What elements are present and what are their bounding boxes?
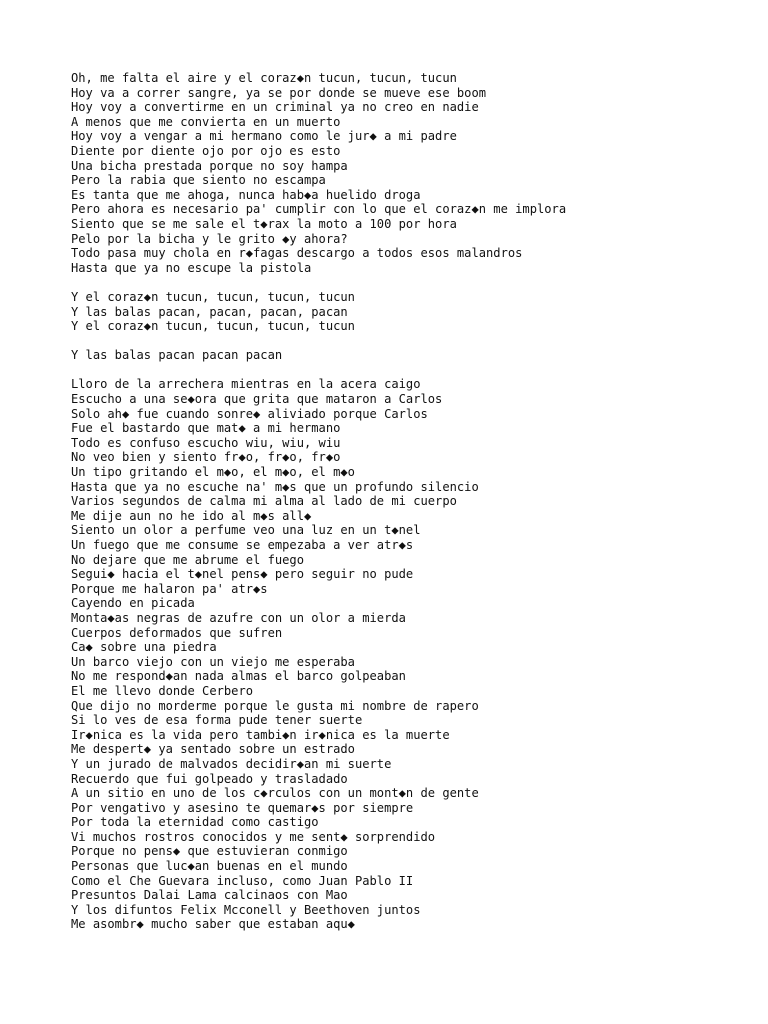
lyric-line: Todo pasa muy chola en r◆fagas descargo a todos esos malandros — [71, 246, 523, 261]
lyric-line: Ca◆ sobre una piedra — [71, 640, 217, 655]
lyric-line: Por toda la eternidad como castigo — [71, 815, 319, 830]
lyric-line: Me asombr◆ mucho saber que estaban aqu◆ — [71, 917, 355, 932]
stanza-4 — [71, 377, 751, 932]
lyric-line: Lloro de la arrechera mientras en la acera caigo — [71, 377, 421, 392]
lyric-line: Fue el bastardo que mat◆ a mi hermano — [71, 421, 341, 436]
lyric-line: Y las balas pacan pacan pacan — [71, 348, 283, 363]
lyric-line: Vi muchos rostros conocidos y me sent◆ sorprendido — [71, 829, 436, 844]
lyric-line: Varios segundos de calma mi alma al lado de mi cuerpo — [71, 494, 457, 509]
lyric-line: Cuerpos deformados que sufren — [71, 625, 283, 640]
stanza-2 — [71, 290, 751, 334]
lyric-line: Segui◆ hacia el t◆nel pens◆ pero seguir no pude — [71, 567, 414, 582]
lyric-line: Diente por diente ojo por ojo es esto — [71, 143, 341, 158]
lyric-line: Personas que luc◆an buenas en el mundo — [71, 859, 348, 874]
lyric-line: Que dijo no morderme porque le gusta mi nombre de rapero — [71, 698, 479, 713]
lyric-line: No me respond◆an nada almas el barco golpeaban — [71, 669, 406, 684]
lyric-line: Monta◆as negras de azufre con un olor a mierda — [71, 610, 406, 625]
lyric-line: Me despert◆ ya sentado sobre un estrado — [71, 742, 355, 757]
lyric-line: Como el Che Guevara incluso, como Juan Pablo II — [71, 873, 414, 888]
lyric-line: No dejare que me abrume el fuego — [71, 552, 304, 567]
lyric-line: Todo es confuso escucho wiu, wiu, wiu — [71, 435, 341, 450]
lyric-line: Recuerdo que fui golpeado y trasladado — [71, 771, 348, 786]
lyric-line: Pero la rabia que siento no escampa — [71, 173, 326, 188]
lyric-line: Y las balas pacan, pacan, pacan, pacan — [71, 304, 348, 319]
lyric-line: Oh, me falta el aire y el coraz◆n tucun, tucun, tucun — [71, 71, 457, 85]
lyric-line: Me dije aun no he ido al m◆s all◆ — [71, 508, 312, 523]
lyric-line: Porque me halaron pa' atr◆s — [71, 581, 268, 596]
lyric-line: Escucho a una se◆ora que grita que mataron a Carlos — [71, 392, 443, 407]
lyric-line: Presuntos Dalai Lama calcinaos con Mao — [71, 888, 348, 903]
lyric-line: Un tipo gritando el m◆o, el m◆o, el m◆o — [71, 465, 355, 480]
lyric-line: Cayendo en picada — [71, 596, 195, 611]
lyric-line: Es tanta que me ahoga, nunca hab◆a huelido droga — [71, 187, 421, 202]
lyric-line: Y el coraz◆n tucun, tucun, tucun, tucun — [71, 289, 355, 304]
lyric-line: Hoy voy a vengar a mi hermano como le jur◆ a mi padre — [71, 129, 457, 144]
lyric-line: A un sitio en uno de los c◆rculos con un mont◆n de gente — [71, 786, 479, 801]
lyric-line: Siento un olor a perfume veo una luz en un t◆nel — [71, 523, 421, 538]
stanza-1 — [71, 71, 751, 275]
lyric-line: Un fuego que me consume se empezaba a ver atr◆s — [71, 538, 414, 552]
lyric-line: No veo bien y siento fr◆o, fr◆o, fr◆o — [71, 450, 341, 465]
lyrics-page — [71, 71, 751, 947]
lyric-line: Hoy va a correr sangre, ya se por donde se mueve ese boom — [71, 85, 487, 100]
lyric-line: A menos que me convierta en un muerto — [71, 114, 341, 129]
lyric-line: Hasta que ya no escuche na' m◆s que un profundo silencio — [71, 479, 479, 494]
lyric-line: Por vengativo y asesino te quemar◆s por siempre — [71, 800, 414, 815]
stanza-3 — [71, 348, 751, 363]
lyric-line: Solo ah◆ fue cuando sonre◆ aliviado porque Carlos — [71, 406, 428, 421]
lyric-line: Y un jurado de malvados decidir◆an mi suerte — [71, 756, 392, 771]
lyric-line: Pero ahora es necesario pa' cumplir con lo que el coraz◆n me implora — [71, 202, 567, 217]
lyric-line: Siento que se me sale el t◆rax la moto a 100 por hora — [71, 216, 457, 231]
lyric-line: Y los difuntos Felix Mcconell y Beethoven juntos — [71, 902, 421, 917]
lyric-line: Una bicha prestada porque no soy hampa — [71, 158, 348, 173]
lyric-line: Un barco viejo con un viejo me esperaba — [71, 654, 355, 669]
lyric-line: El me llevo donde Cerbero — [71, 683, 254, 698]
lyric-line: Pelo por la bicha y le grito ◆y ahora? — [71, 231, 348, 246]
lyric-line: Hasta que ya no escupe la pistola — [71, 260, 312, 275]
lyric-line: Porque no pens◆ que estuvieran conmigo — [71, 844, 348, 859]
lyric-line: Ir◆nica es la vida pero tambi◆n ir◆nica es la muerte — [71, 727, 450, 742]
lyric-line: Si lo ves de esa forma pude tener suerte — [71, 713, 363, 728]
lyric-line: Hoy voy a convertirme en un criminal ya no creo en nadie — [71, 100, 479, 115]
lyric-line: Y el coraz◆n tucun, tucun, tucun, tucun — [71, 319, 355, 334]
